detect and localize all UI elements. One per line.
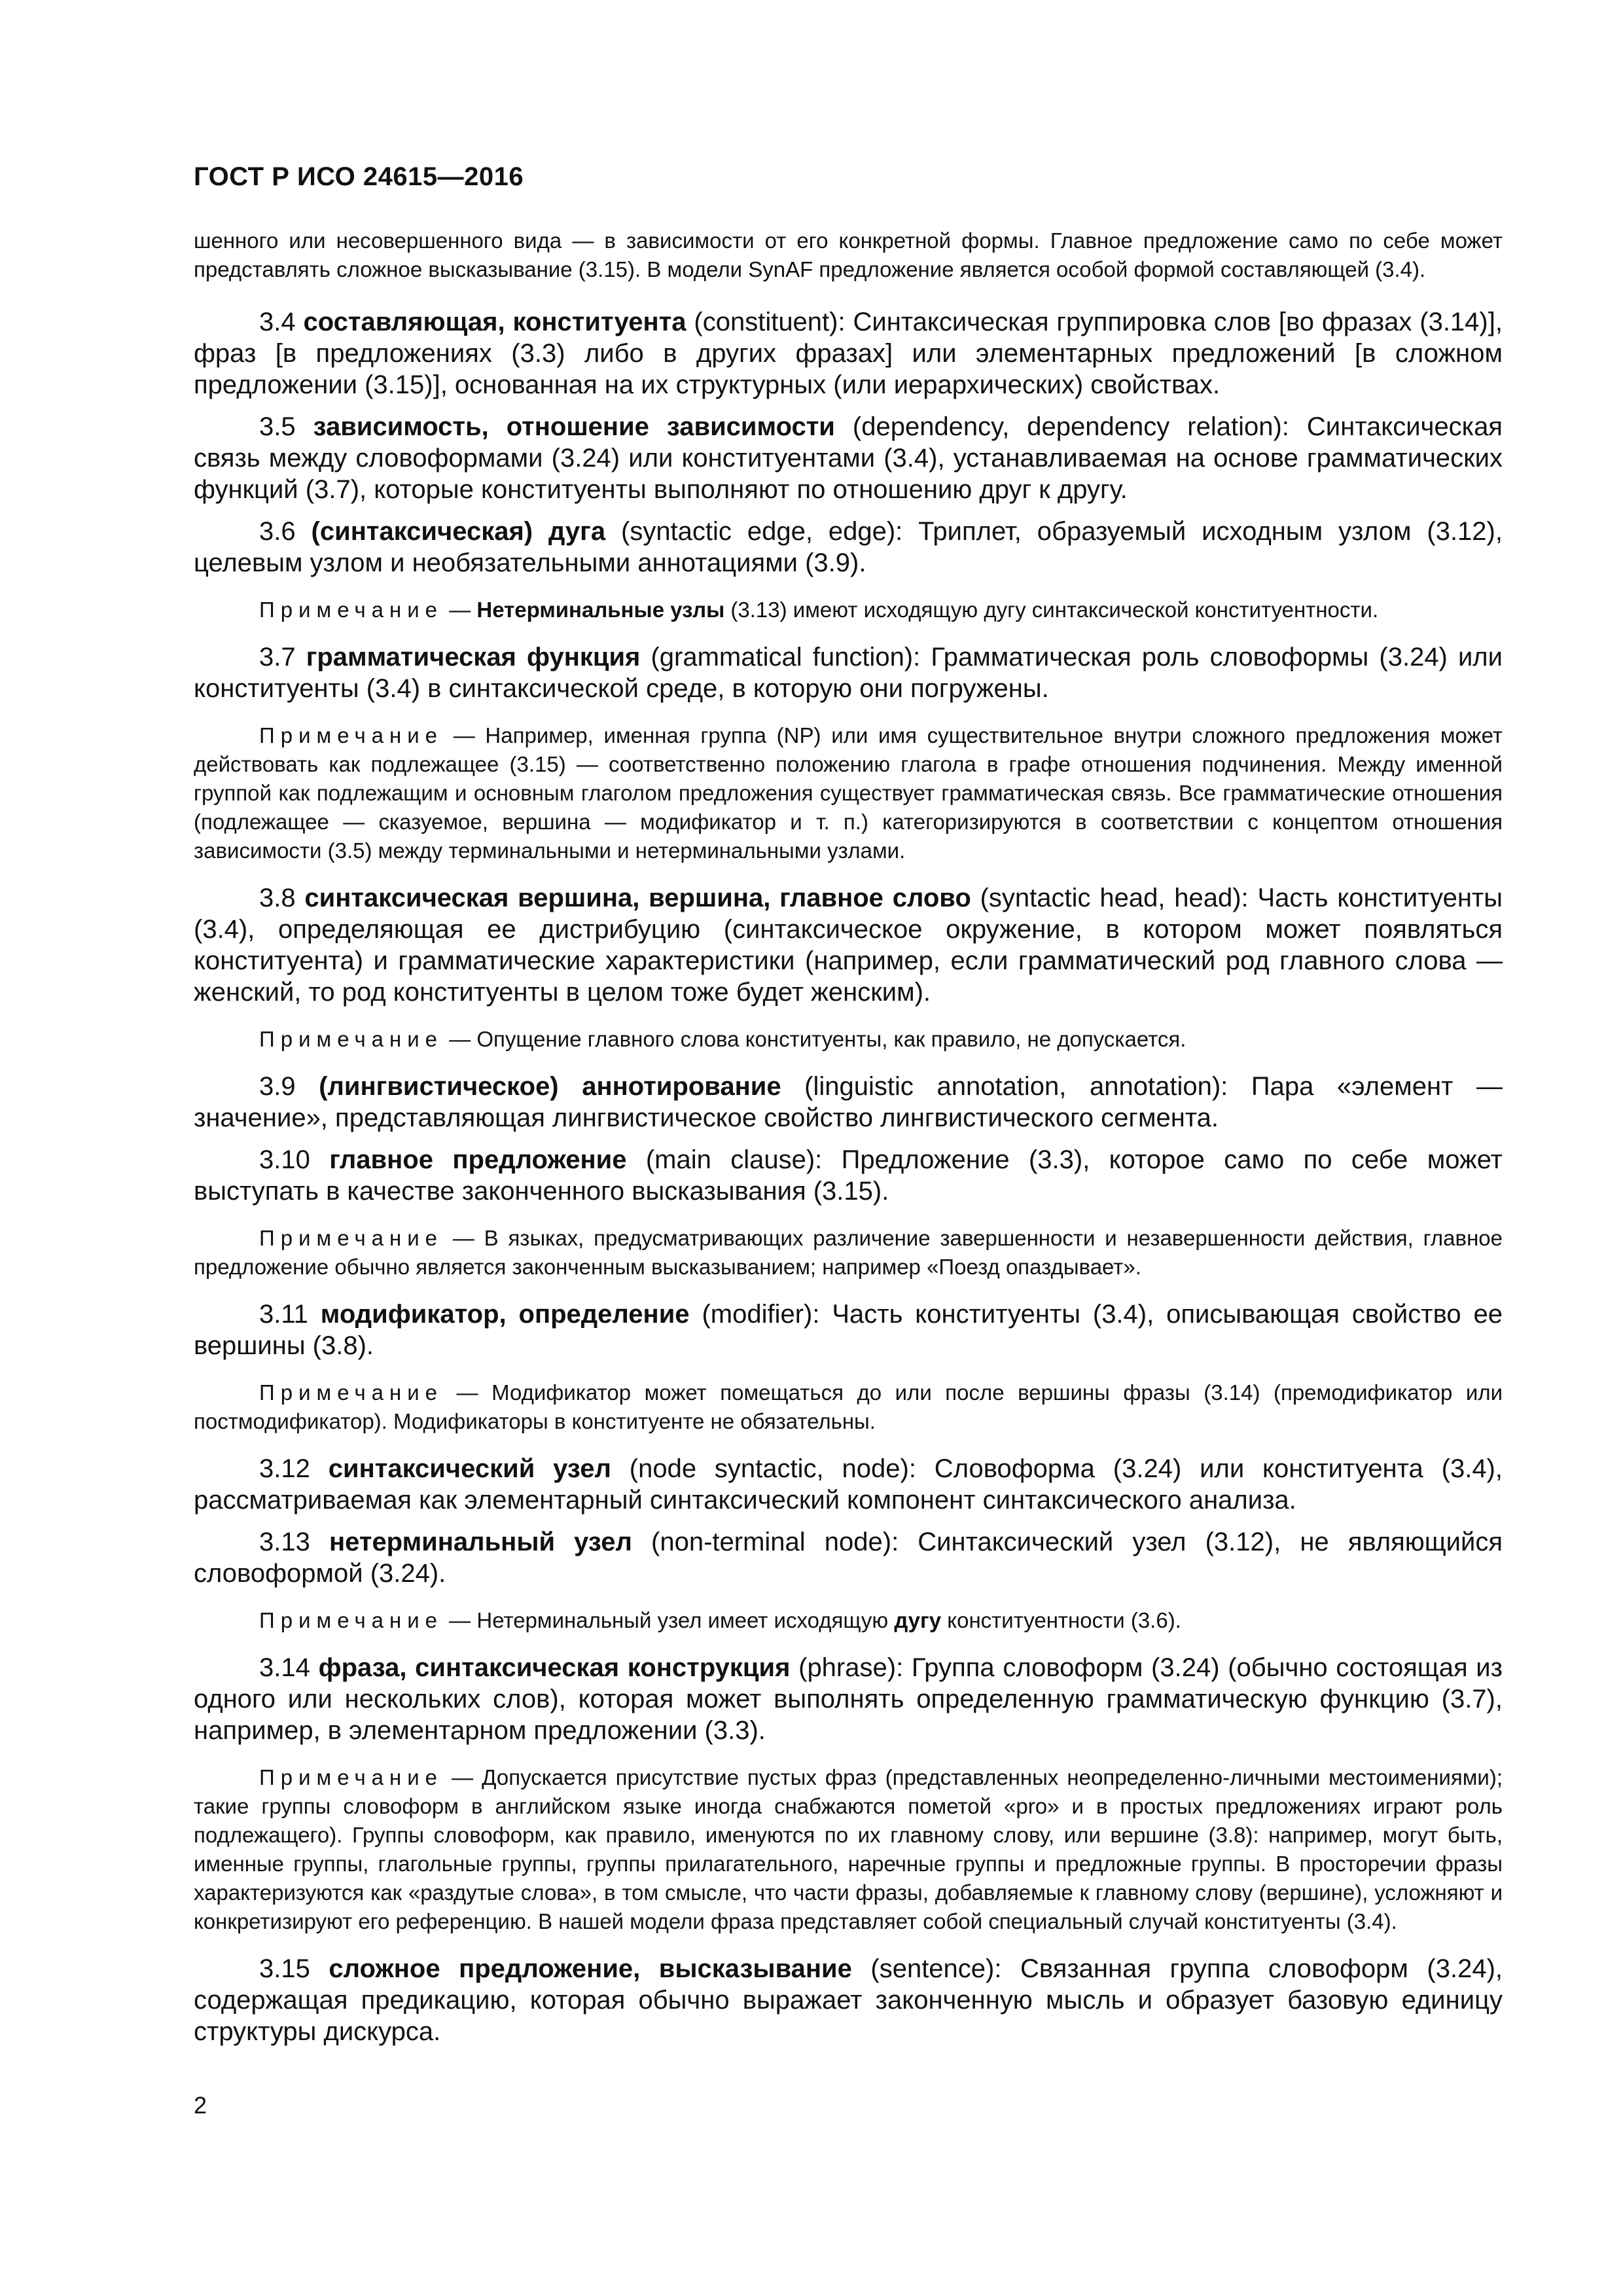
note-3-14: Примечание — Допускается присутствие пустых фраз (представленных неопределенно-личными местоимениями); такие группы словоформ в английском языке иногда снабжаются пометой «pro» и в простых предложениях играют роль подлежащего). Группы словоформ, как правило, именуются по их главному слову, или вершине (3.8): например, могут быть, именные группы, глагольные группы, группы прилагательного, наречные группы и предложные группы. В просторечии фразы характеризуются как «раздутые слова», в том смысле, что части фразы, добавляемые к главному слову (вершине), усложняют и конкретизируют его референцию. В нашей модели фраза представляет собой специальный случай конституенты (3.4).: [194, 1765, 1503, 1933]
note-3-10: Примечание — В языках, предусматривающих различение завершенности и незавершенности действия, главное предложение обычно является законченным высказыванием; например «Поезд опаздывает».: [194, 1226, 1503, 1279]
definition-text: (linguistic annotation, annotation): Пара «элемент — значение», представляющая лингвистическое свойство лингвистического сегмента.: [194, 1072, 1503, 1132]
definition-3-10: [194, 1144, 1503, 1207]
note-label: Примечание: [259, 598, 444, 622]
definition-3-5: [194, 411, 1503, 505]
note-label: Примечание: [259, 1226, 444, 1250]
definition-text: (non-terminal node): Синтаксический узел (3.12), не являющийся словоформой (3.24).: [194, 1528, 1503, 1588]
note-text: Нетерминальный узел имеет исходящую: [476, 1608, 895, 1632]
definition-text: (constituent): Синтаксическая группировка слов [во фразах (3.14)], фраз [в предложениях (3.3) либо в других фразах] или элементарных предложений [в сложном предложении (3.15)], основанная на их структурных (или иерархических) свойствах.: [194, 308, 1503, 399]
definition-term: (синтаксическая) дуга: [311, 517, 606, 546]
note-label: Примечание: [259, 1027, 444, 1051]
definition-number: 3.9: [259, 1072, 296, 1101]
definition-text: (syntactic head, head): Часть конституенты (3.4), определяющая ее дистрибуцию (синтаксическое окружение, в котором может появляться конституента) и грамматические характеристики (например, если грамматический род главного слова — женский, то род конституенты в целом тоже будет женским).: [194, 884, 1503, 1007]
definition-text: (node syntactic, node): Словоформа (3.24) или конституента (3.4), рассматриваемая как элементарный синтаксический компонент синтаксического анализа.: [194, 1454, 1503, 1515]
definition-number: 3.7: [259, 643, 296, 672]
definition-text: (grammatical function): Грамматическая роль словоформы (3.24) или конституенты (3.4) в синтаксической среде, в которую они погружены.: [194, 643, 1503, 703]
note-label: Примечание: [259, 1608, 444, 1632]
definition-term: сложное предложение, высказывание: [329, 1954, 852, 1983]
note-3-6: Примечание — Нетерминальные узлы (3.13) имеют исходящую дугу синтаксической конституентности.: [259, 598, 1379, 622]
definition-3-12: [194, 1453, 1503, 1516]
note-text: Допускается присутствие пустых фраз (представленных неопределенно-личными местоимениями); такие группы словоформ в английском языке иногда снабжаются пометой «pro» и в простых предложениях играют роль подлежащего). Группы словоформ, как правило, именуются по их главному слову, или вершине (3.8): например, могут быть, именные группы, глагольные группы, группы прилагательного, наречные группы и предложные группы. В просторечии фразы характеризуются как «раздутые слова», в том смысле, что части фразы, добавляемые к главному слову (вершине), усложняют и конкретизируют его референцию. В нашей модели фраза представляет собой специальный случай конституенты (3.4).: [194, 1765, 1503, 1933]
definition-number: 3.8: [259, 884, 296, 912]
definition-number: 3.6: [259, 517, 296, 546]
definition-term: зависимость, отношение зависимости: [313, 412, 835, 441]
document-header: ГОСТ Р ИСО 24615—2016: [194, 162, 524, 191]
definition-term: нетерминальный узел: [329, 1528, 632, 1556]
note-text: (3.13) имеют исходящую дугу синтаксической конституентности.: [724, 598, 1379, 622]
continuation-text: шенного или несовершенного вида — в зависимости от его конкретной формы. Главное предложение само по себе может представлять сложное высказывание (3.15). В модели SynAF предложение является особой формой составляющей (3.4).: [194, 228, 1503, 281]
definition-term: главное предложение: [329, 1145, 627, 1174]
definition-text: (main clause): Предложение (3.3), которое само по себе может выступать в качестве законченного высказывания (3.15).: [194, 1145, 1503, 1206]
definition-number: 3.10: [259, 1145, 310, 1174]
note-3-13: Примечание — Нетерминальный узел имеет исходящую дугу конституентности (3.6).: [259, 1608, 1181, 1632]
definition-term: синтаксическая вершина, вершина, главное слово: [304, 884, 971, 912]
definition-number: 3.14: [259, 1653, 310, 1682]
definition-3-8: [194, 882, 1503, 1008]
document-body: [194, 226, 1503, 2047]
definition-text: (sentence): Связанная группа словоформ (3.24), содержащая предикацию, которая обычно выражает законченную мысль и образует базовую единицу структуры дискурса.: [194, 1954, 1503, 2046]
definition-text: (modifier): Часть конституенты (3.4), описывающая свойство ее вершины (3.8).: [194, 1300, 1503, 1360]
definition-number: 3.11: [259, 1300, 308, 1329]
definition-3-13: [194, 1526, 1503, 1589]
definition-number: 3.5: [259, 412, 296, 441]
definition-term: (лингвистическое) аннотирование: [319, 1072, 781, 1101]
definition-3-4: [194, 306, 1503, 401]
definition-text: (syntactic edge, edge): Триплет, образуемый исходным узлом (3.12), целевым узлом и необязательными аннотациями (3.9).: [194, 517, 1503, 577]
note-3-11: Примечание — Модификатор может помещаться до или после вершины фразы (3.14) (премодификатор или постмодификатор). Модификаторы в конституенте не обязательны.: [194, 1380, 1503, 1433]
note-3-7: Примечание — Например, именная группа (NP) или имя существительное внутри сложного предложения может действовать как подлежащее (3.15) — соответственно положению глагола в графе отношения подчинения. Между именной группой как подлежащим и основным глаголом предложения существует грамматическая связь. Все грамматические отношения (подлежащее — сказуемое, вершина — модификатор и т. п.) категоризируются в соответствии с концептом отношения зависимости (3.5) между терминальными и нетерминальными узлами.: [194, 723, 1503, 863]
definition-term: модификатор, определение: [320, 1300, 690, 1329]
definition-term: составляющая, конституента: [303, 308, 687, 336]
definition-3-7: [194, 641, 1503, 704]
note-3-8: Примечание — Опущение главного слова конституенты, как правило, не допускается.: [259, 1027, 1186, 1051]
definition-term: синтаксический узел: [328, 1454, 611, 1483]
note-label: Примечание: [259, 723, 444, 747]
note-text: Модификатор может помещаться до или после вершины фразы (3.14) (премодификатор или постмодификатор). Модификаторы в конституенте не обязательны.: [194, 1380, 1503, 1433]
note-text: В языках, предусматривающих различение завершенности и незавершенности действия, главное предложение обычно является законченным высказыванием; например «Поезд опаздывает».: [194, 1226, 1503, 1279]
note-bold-term: дугу: [894, 1608, 942, 1632]
definition-term: грамматическая функция: [306, 643, 641, 672]
definition-number: 3.4: [259, 308, 296, 336]
note-text: конституентности (3.6).: [941, 1608, 1181, 1632]
definition-3-11: [194, 1299, 1503, 1361]
note-text: Например, именная группа (NP) или имя существительное внутри сложного предложения может действовать как подлежащее (3.15) — соответственно положению глагола в графе отношения подчинения. Между именной группой как подлежащим и основным глаголом предложения существует грамматическая связь. Все грамматические отношения (подлежащее — сказуемое, вершина — модификатор и т. п.) категоризируются в соответствии с концептом отношения зависимости (3.5) между терминальными и нетерминальными узлами.: [194, 723, 1503, 863]
definition-3-15: [194, 1953, 1503, 2047]
definition-text: (dependency, dependency relation): Синтаксическая связь между словоформами (3.24) или конституентами (3.4), устанавливаемая на основе грамматических функций (3.7), которые конституенты выполняют по отношению друг к другу.: [194, 412, 1503, 504]
note-label: Примечание: [259, 1380, 444, 1405]
note-label: Примечание: [259, 1765, 444, 1789]
definition-number: 3.12: [259, 1454, 310, 1483]
definition-3-9: [194, 1071, 1503, 1134]
definition-number: 3.13: [259, 1528, 310, 1556]
definition-number: 3.15: [259, 1954, 310, 1983]
note-bold-term: Нетерминальные узлы: [476, 598, 725, 622]
definition-3-6: [194, 516, 1503, 579]
page-number: 2: [194, 2092, 207, 2119]
note-text: Опущение главного слова конституенты, как правило, не допускается.: [476, 1027, 1186, 1051]
definition-term: фраза, синтаксическая конструкция: [318, 1653, 791, 1682]
definition-3-14: [194, 1652, 1503, 1746]
definition-text: (phrase): Группа словоформ (3.24) (обычно состоящая из одного или нескольких слов), которая может выполнять определенную грамматическую функцию (3.7), например, в элементарном предложении (3.3).: [194, 1653, 1503, 1745]
